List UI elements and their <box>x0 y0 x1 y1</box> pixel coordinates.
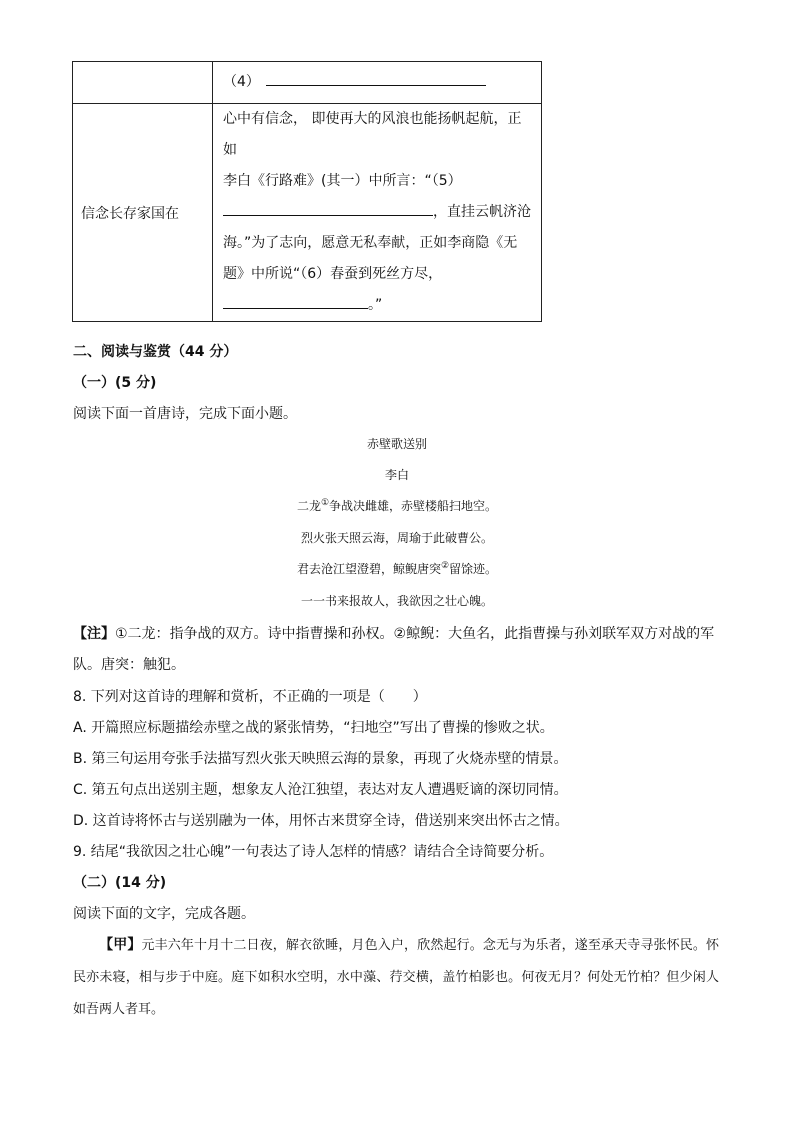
instruction: 阅读下面的文字，完成各题。 <box>73 906 255 922</box>
instruction: 阅读下面一首唐诗，完成下面小题。 <box>73 406 297 422</box>
poem-title: 赤壁歌送别 <box>366 437 427 451</box>
note-text: ①二龙：指争战的双方。诗中指曹操和孙权。②鲸鲵：大鱼名，此指曹操与孙刘联军双方对战的军 <box>115 626 715 642</box>
note-label: 【注】 <box>73 626 115 642</box>
content-line: 李白《行路难》(其一）中所言：“（5） <box>223 173 462 189</box>
part-title: （二）(14 分) <box>73 875 167 891</box>
poem-line <box>0 497 794 514</box>
question-9: 9. 结尾“我欲因之壮心魄”一句表达了诗人怎样的情感？请结合全诗简要分析。 <box>73 844 554 860</box>
part-title: （一）(5 分) <box>73 375 157 391</box>
item-4-label: （4） <box>223 74 260 90</box>
poem-text: 留馀迹。 <box>449 562 498 576</box>
table-label-cell-empty <box>73 62 213 104</box>
note-line <box>73 623 714 643</box>
answer-blank-5[interactable] <box>223 199 433 216</box>
table-content-cell <box>213 62 542 104</box>
content-line: 海。”为了志向，愿意无私奉献，正如李商隐《无 <box>223 235 518 251</box>
poem-line <box>0 560 794 577</box>
content-line <box>223 290 533 321</box>
content-text: 。” <box>368 297 383 313</box>
poem-text: 二龙 <box>296 499 321 513</box>
content-line <box>223 197 533 228</box>
footnote-mark: ② <box>440 561 450 571</box>
classical-passage <box>73 929 719 1026</box>
option-b[interactable]: B. 第三句运用夸张手法描写烈火张天映照云海的景象，再现了火烧赤壁的情景。 <box>73 751 568 767</box>
row-label: 信念长存家国在 <box>81 205 179 222</box>
section-title: 二、阅读与鉴赏（44 分） <box>73 344 238 360</box>
poem-line: 烈火张天照云海，周瑜于此破曹公。 <box>300 531 493 545</box>
poem-text: 争战决雌雄，赤壁楼船扫地空。 <box>329 499 498 513</box>
question-8: 8. 下列对这首诗的理解和赏析，不正确的一项是（ ） <box>73 689 427 705</box>
option-a[interactable]: A. 开篇照应标题描绘赤壁之战的紧张情势，“扫地空”写出了曹操的惨败之状。 <box>73 720 554 736</box>
passage-text: 元丰六年十月十二日夜，解衣欲睡，月色入户，欣然起行。念无与为乐者，遂至承天寺寻张怀民。怀民亦未寝，相与步于中庭。庭下如积水空明，水中藻、荇交横，盖竹柏影也。何夜无月？何处无竹柏？但少闲人如吾两人者耳。 <box>73 938 719 1017</box>
content-line: 题》中所说“（6）春蚕到死丝方尽， <box>223 266 443 282</box>
table-label-cell <box>73 104 213 322</box>
answer-blank-4[interactable] <box>266 69 486 86</box>
note-line: 队。唐突：触犯。 <box>73 657 185 673</box>
option-d[interactable]: D. 这首诗将怀古与送别融为一体，用怀古来贯穿全诗，借送别来突出怀古之情。 <box>73 813 569 829</box>
table-content-cell <box>213 104 542 322</box>
poem-text: 君去沧江望澄碧，鲸鲵唐突 <box>296 562 441 576</box>
footnote-mark: ① <box>320 498 330 508</box>
poem-line: 一一书来报故人，我欲因之壮心魄。 <box>300 594 493 608</box>
content-line: 心中有信念， 即使再大的风浪也能扬帆起航，正如 <box>223 111 522 158</box>
passage-label: 【甲】 <box>99 937 142 953</box>
poem-author: 李白 <box>384 468 409 482</box>
answer-table <box>72 61 542 322</box>
option-c[interactable]: C. 第五句点出送别主题，想象友人沧江独望，表达对友人遭遇贬谪的深切同情。 <box>73 782 568 798</box>
answer-blank-6[interactable] <box>223 292 368 309</box>
content-text: ，直挂云帆济沧 <box>433 204 531 220</box>
